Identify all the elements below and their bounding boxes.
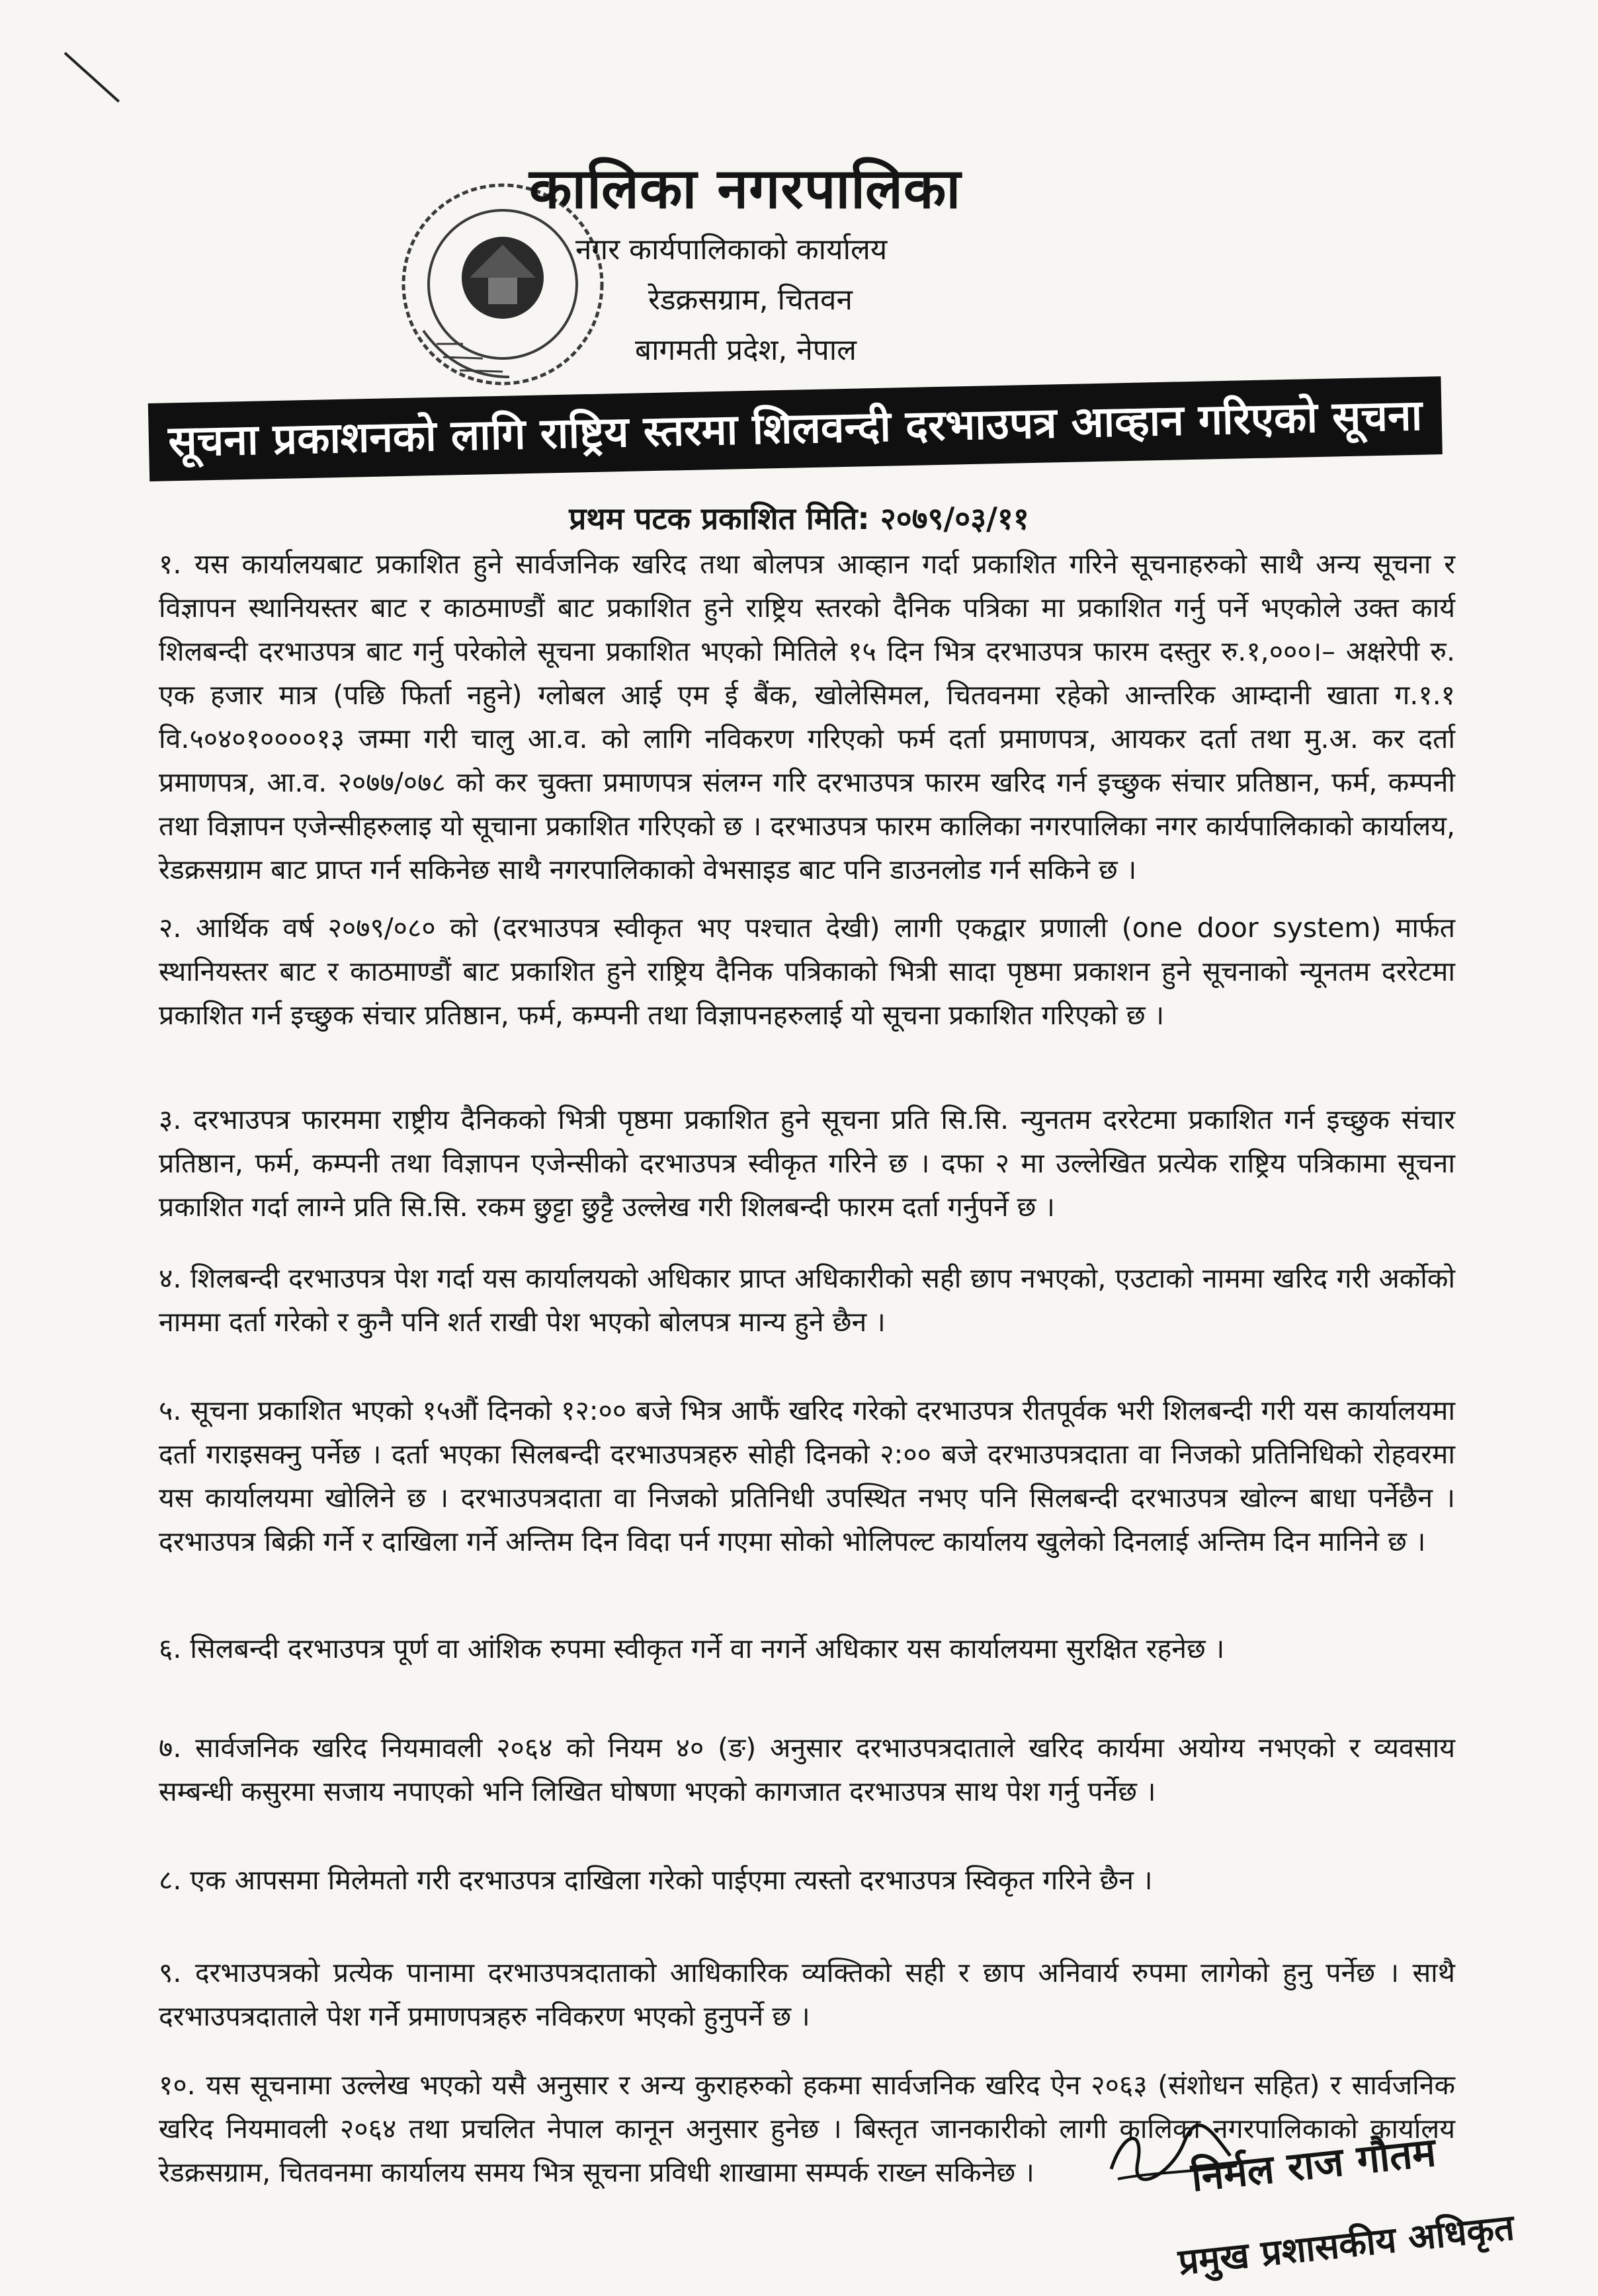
notice-item-6 xyxy=(159,1627,1455,1670)
item-number: ८. xyxy=(159,1864,182,1896)
item-number: ४. xyxy=(159,1262,182,1294)
notice-item-5 xyxy=(159,1389,1455,1563)
signatory-title: प्रमुख प्रशासकीय अधिकृत xyxy=(1176,2206,1517,2283)
item-text: एक आपसमा मिलेमतो गरी दरभाउपत्र दाखिला गरेको पाईएमा त्यस्तो दरभाउपत्र स्विकृत गरिने छैन । xyxy=(190,1864,1153,1896)
item-number: ७. xyxy=(159,1732,182,1764)
signatory-name: निर्मल राज गौतम xyxy=(1189,2129,1439,2201)
item-text: सार्वजनिक खरिद नियमावली २०६४ को नियम ४० (ङ) अनुसार दरभाउपत्रदाताले खरिद कार्यमा अयोग्य नभएको र व्यवसाय सम्बन्धी कसुरमा सजाय नपाएको भनि लिखित घोषणा भएको कागजात दरभाउपत्र साथ पेश गर्नु पर्नेछ । xyxy=(159,1732,1455,1807)
item-number: ३. xyxy=(159,1104,182,1135)
item-text: यस कार्यालयबाट प्रकाशित हुने सार्वजनिक खरिद तथा बोलपत्र आव्हान गर्दा प्रकाशित गरिने सूचनाहरुको साथै अन्य सूचना र विज्ञापन स्थानियस्तर बाट र काठमाण्डौं बाट प्रकाशित हुने राष्ट्रिय स्तरको दैनिक पत्रिका मा प्रकाशित गर्नु पर्ने भएकोले उक्त कार्य शिलबन्दी दरभाउपत्र बाट गर्नु परेकोले सूचना प्रकाशित भएको मितिले १५ दिन भित्र दरभाउपत्र फारम दस्तुर रु.१,०००।– अक्षरेपी रु. एक हजार मात्र (पछि फिर्ता नहुने) ग्लोबल आई एम ई बैंक, खोलेसिमल, चितवनमा रहेको आन्तरिक आम्दानी खाता ग.१.१ वि.५०४०१००००१३ जम्मा गरी चालु आ.व. को लागि नविकरण गरिएको फर्म दर्ता प्रमाणपत्र, आयकर दर्ता तथा मु.अ. कर दर्ता प्रमाणपत्र, आ.व. २०७७/०७८ को कर चुक्ता प्रमाणपत्र संलग्न गरि दरभाउपत्र फारम खरिद गर्न इच्छुक संचार प्रतिष्ठान, फर्म, कम्पनी तथा विज्ञापन एजेन्सीहरुलाइ यो सूचाना प्रकाशित गरिएको छ । दरभाउपत्र फारम कालिका नगरपालिका नगर कार्यपालिकाको कार्यालय, रेडक्रसग्राम बाट प्राप्त गर्न सकिनेछ साथै नगरपालिकाको वेभसाइड बाट पनि डाउनलोड गर्न सकिने छ । xyxy=(159,548,1456,885)
notice-item-9 xyxy=(159,1951,1455,2038)
corner-pen-mark xyxy=(64,52,120,103)
office-province: बागमती प्रदेश, नेपाल xyxy=(635,333,857,367)
notice-item-2 xyxy=(159,906,1455,1037)
item-number: ९. xyxy=(159,1957,182,1988)
letterhead xyxy=(529,152,1257,376)
item-text: आर्थिक वर्ष २०७९/०८० को (दरभाउपत्र स्वीकृत भए पश्चात देखी) लागी एकद्वार प्रणाली (one door system) मार्फत स्थानियस्तर बाट र काठमाण्डौं बाट प्रकाशित हुने राष्ट्रिय दैनिक पत्रिकाको भित्री सादा पृष्ठमा प्रकाशन हुने सूचनाको न्यूनतम दररेटमा प्रकाशित गर्न इच्छुक संचार प्रतिष्ठान, फर्म, कम्पनी तथा विज्ञापनहरुलाई यो सूचना प्रकाशित गरिएको छ । xyxy=(159,912,1455,1031)
office-name: नगर कार्यपालिकाको कार्यालय xyxy=(575,233,888,266)
item-number: १०. xyxy=(159,2069,196,2101)
item-number: ५. xyxy=(159,1395,182,1426)
item-text: यस सूचनामा उल्लेख भएको यसै अनुसार र अन्य कुराहरुको हकमा सार्वजनिक खरिद ऐन २०६३ (संशोधन सहित) र सार्वजनिक खरिद नियमावली २०६४ तथा प्रचलित नेपाल कानून अनुसार हुनेछ । बिस्तृत जानकारीको लागी कालिका नगरपालिकाको कार्यालय रेडक्रसग्राम, चितवनमा कार्यालय समय भित्र सूचना प्रविधी शाखामा सम्पर्क राख्न सकिनेछ । xyxy=(159,2069,1455,2188)
published-date: प्रथम पटक प्रकाशित मिति: २०७९/०३/११ xyxy=(569,501,1029,536)
item-number: ६. xyxy=(159,1633,182,1664)
item-text: सिलबन्दी दरभाउपत्र पूर्ण वा आंशिक रुपमा स्वीकृत गर्ने वा नगर्ने अधिकार यस कार्यालयमा सुरक्षित रहनेछ । xyxy=(190,1633,1225,1664)
notice-item-7 xyxy=(159,1726,1455,1813)
organization-name: कालिका नगरपालिका xyxy=(529,156,962,221)
item-text: दरभाउपत्र फारममा राष्ट्रीय दैनिकको भित्री पृष्ठमा प्रकाशित हुने सूचना प्रति सि.सि. न्युनतम दररेटमा प्रकाशित गर्न इच्छुक संचार प्रतिष्ठान, फर्म, कम्पनी तथा विज्ञापन एजेन्सीको दरभाउपत्र स्वीकृत गरिने छ । दफा २ मा उल्लेखित प्रत्येक राष्ट्रिय पत्रिकामा सूचना प्रकाशित गर्दा लाग्ने प्रति सि.सि. रकम छुट्टा छुट्टै उल्लेख गरी शिलबन्दी फारम दर्ता गर्नुपर्ने छ । xyxy=(159,1104,1455,1223)
item-text: सूचना प्रकाशित भएको १५औं दिनको १२:०० बजे भित्र आफैं खरिद गरेको दरभाउपत्र रीतपूर्वक भरी शिलबन्दी गरी यस कार्यालयमा दर्ता गराइसक्नु पर्नेछ । दर्ता भएका सिलबन्दी दरभाउपत्रहरु सोही दिनको २:०० बजे दरभाउपत्रदाता वा निजको प्रतिनिधिको रोहवरमा यस कार्यालयमा खोलिने छ । दरभाउपत्रदाता वा निजको प्रतिनिधी उपस्थित नभए पनि सिलबन्दी दरभाउपत्र खोल्न बाधा पर्नेछैन । दरभाउपत्र बिक्री गर्ने र दाखिला गर्ने अन्तिम दिन विदा पर्न गएमा सोको भोलिपल्ट कार्यालय खुलेको दिनलाई अन्तिम दिन मानिने छ । xyxy=(159,1395,1455,1557)
notice-item-4 xyxy=(159,1256,1455,1344)
notice-item-1 xyxy=(159,542,1455,891)
item-number: १. xyxy=(159,548,182,580)
office-address: रेडक्रसग्राम, चितवन xyxy=(648,283,853,317)
notice-item-8 xyxy=(159,1858,1455,1902)
item-number: २. xyxy=(159,912,182,944)
notice-title-banner: सूचना प्रकाशनको लागि राष्ट्रिय स्तरमा शिलवन्दी दरभाउपत्र आव्हान गरिएको सूचना xyxy=(148,376,1443,481)
notice-item-3 xyxy=(159,1098,1455,1229)
signature-block xyxy=(1098,2116,1517,2288)
item-text: शिलबन्दी दरभाउपत्र पेश गर्दा यस कार्यालयको अधिकार प्राप्त अधिकारीको सही छाप नभएको, एउटाको नाममा खरिद गरी अर्कोको नाममा दर्ता गरेको र कुनै पनि शर्त राखी पेश भएको बोलपत्र मान्य हुने छैन । xyxy=(159,1262,1455,1338)
item-text: दरभाउपत्रको प्रत्येक पानामा दरभाउपत्रदाताको आधिकारिक व्यक्तिको सही र छाप अनिवार्य रुपमा लागेको हुनु पर्नेछ । साथै दरभाउपत्रदाताले पेश गर्ने प्रमाणपत्रहरु नविकरण भएको हुनुपर्ने छ । xyxy=(159,1957,1455,2032)
